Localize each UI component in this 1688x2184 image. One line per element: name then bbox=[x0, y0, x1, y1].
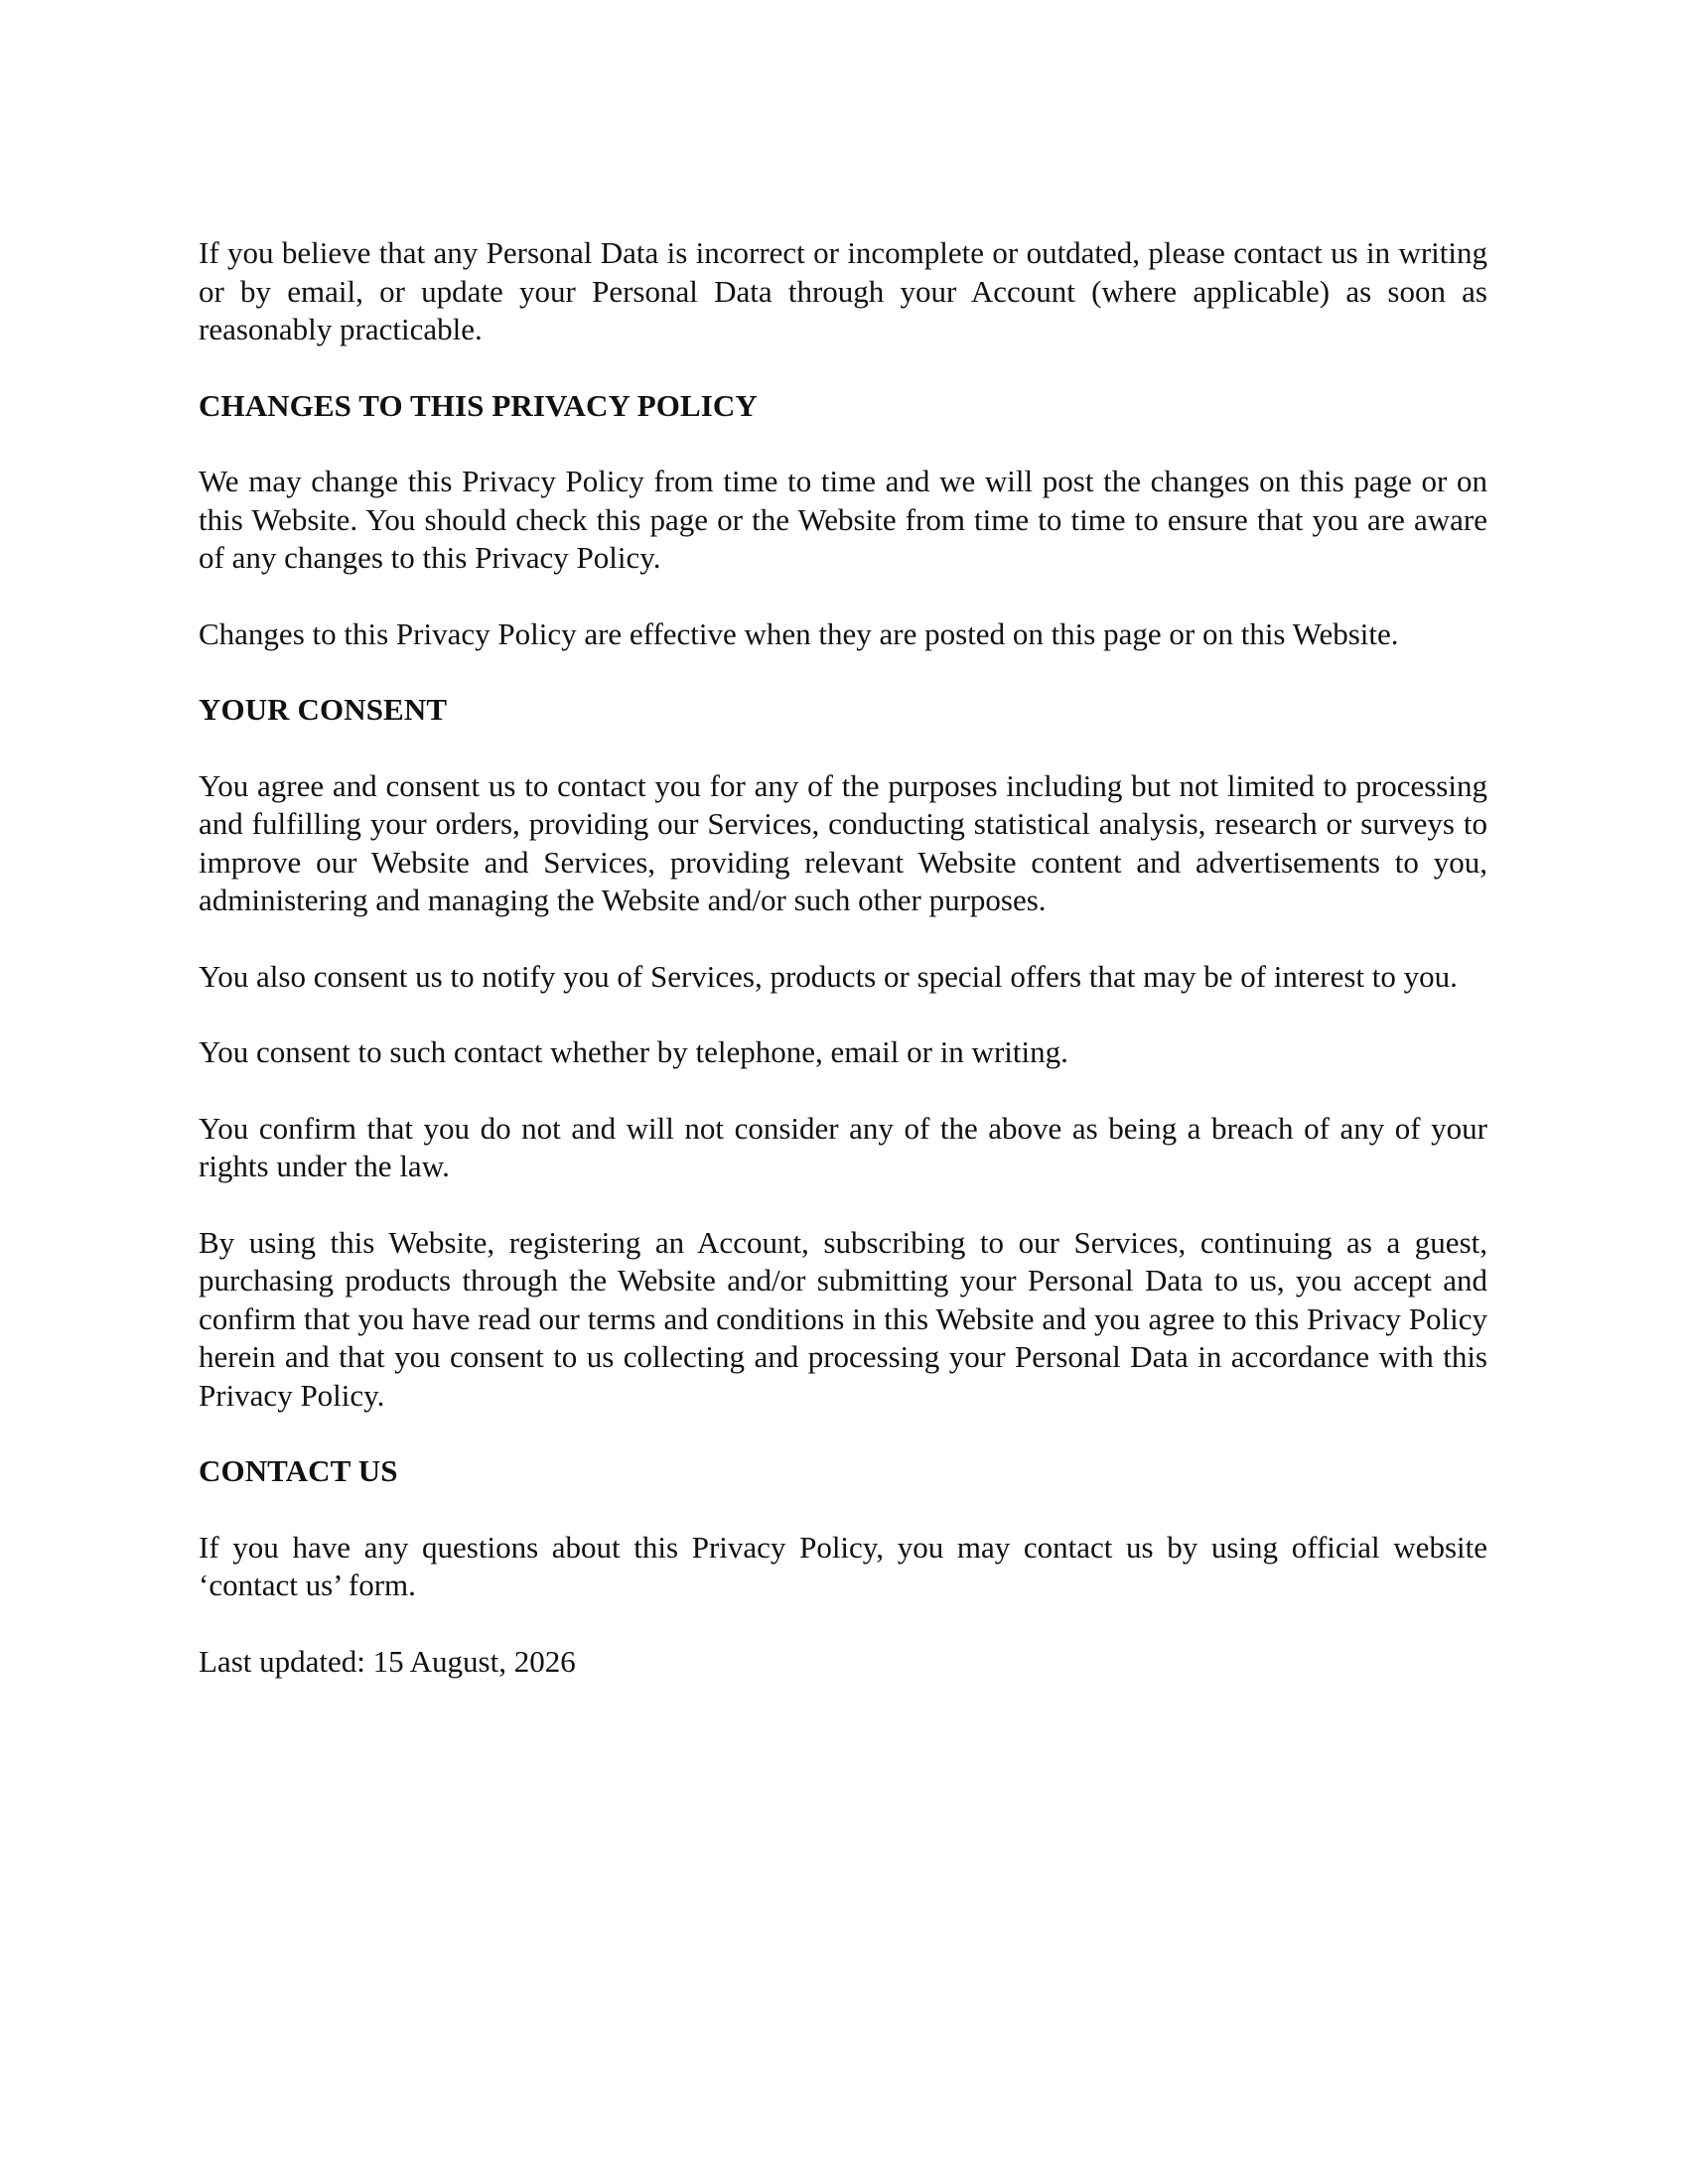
document-page bbox=[199, 234, 1487, 1681]
section-heading-consent: YOUR CONSENT bbox=[199, 692, 448, 727]
section-heading-changes: CHANGES TO THIS PRIVACY POLICY bbox=[199, 387, 758, 423]
consent-paragraph-2: You also consent us to notify you of Services, products or special offers that may be of interest to you. bbox=[199, 958, 1458, 994]
last-updated-text: Last updated: 15 August, 2026 bbox=[199, 1643, 576, 1679]
consent-paragraph-4: You confirm that you do not and will not consider any of the above as being a breach of any of your rights under the law. bbox=[199, 1110, 1487, 1183]
contact-paragraph: If you have any questions about this Privacy Policy, you may contact us by using official website ‘contact us’ form. bbox=[199, 1529, 1487, 1602]
intro-paragraph: If you believe that any Personal Data is incorrect or incomplete or outdated, please contact us in writing or by email, or update your Personal Data through your Account (where applicable) as soon as reasonably practicable. bbox=[199, 235, 1487, 346]
consent-paragraph-3: You consent to such contact whether by telephone, email or in writing. bbox=[199, 1034, 1068, 1069]
changes-paragraph-2: Changes to this Privacy Policy are effective when they are posted on this page or on this Website. bbox=[199, 615, 1399, 651]
changes-paragraph-1: We may change this Privacy Policy from time to time and we will post the changes on this page or on this Website. You should check this page or the Website from time to time to ensure that you are aware of any changes to this Privacy Policy. bbox=[199, 464, 1487, 575]
consent-paragraph-1: You agree and consent us to contact you for any of the purposes including but not limited to processing and fulfilling your orders, providing our Services, conducting statistical analysis, research or surveys to improve our Website and Services, providing relevant Website content and advertisements to you, administering and managing the Website and/or such other purposes. bbox=[199, 767, 1487, 917]
consent-paragraph-5: By using this Website, registering an Account, subscribing to our Services, continuing as a guest, purchasing products through the Website and/or submitting your Personal Data to us, you accept and confirm that you have read our terms and conditions in this Website and you agree to this Privacy Policy herein and that you consent to us collecting and processing your Personal Data in accordance with this Privacy Policy. bbox=[199, 1224, 1487, 1413]
section-heading-contact: CONTACT US bbox=[199, 1453, 398, 1488]
